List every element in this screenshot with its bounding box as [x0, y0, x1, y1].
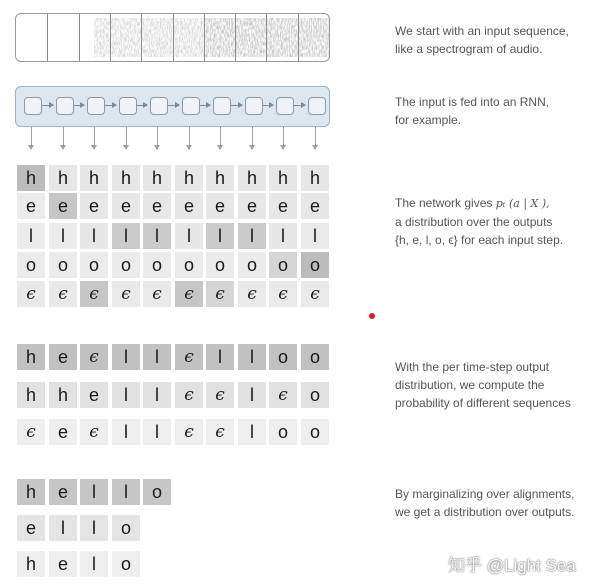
grid-cell: o — [301, 252, 329, 278]
grid-cell: o — [80, 252, 108, 278]
grid-cell: ϵ — [17, 281, 45, 307]
grid-cell: h — [49, 382, 77, 408]
grid-cell: l — [206, 344, 234, 370]
grid-cell: h — [269, 165, 297, 191]
rnn-cell — [308, 97, 326, 115]
down-arrow — [220, 127, 221, 149]
caption-line: distribution, we compute the — [395, 378, 545, 392]
grid-cell: l — [238, 419, 266, 445]
grid-cell: ϵ — [143, 281, 171, 307]
grid-cell: l — [143, 344, 171, 370]
grid-cell: ϵ — [112, 281, 140, 307]
rnn-arrow — [137, 105, 147, 106]
grid-cell: e — [112, 193, 140, 219]
grid-cell: ϵ — [80, 281, 108, 307]
grid-cell: o — [301, 344, 329, 370]
grid-cell: h — [238, 165, 266, 191]
grid-cell: ϵ — [269, 382, 297, 408]
grid-cell: e — [49, 551, 77, 577]
caption-line: like a spectrogram of audio. — [395, 42, 543, 56]
caption-marginalize — [395, 485, 595, 521]
grid-cell: h — [17, 382, 45, 408]
caption-line: we get a distribution over outputs. — [395, 505, 575, 519]
grid-cell: o — [269, 252, 297, 278]
rnn-cell — [119, 97, 137, 115]
grid-cell: l — [301, 223, 329, 249]
grid-cell: o — [269, 344, 297, 370]
down-arrow — [157, 127, 158, 149]
grid-cell: l — [238, 382, 266, 408]
math-p-t: pₜ (a | X ), — [495, 197, 550, 210]
grid-cell: l — [80, 223, 108, 249]
grid-cell: h — [17, 344, 45, 370]
grid-cell: o — [17, 252, 45, 278]
rnn-arrow — [42, 105, 53, 106]
grid-cell: h — [112, 165, 140, 191]
down-arrow — [315, 127, 316, 149]
spectrogram-input — [15, 13, 330, 62]
rnn-block — [15, 86, 330, 127]
rnn-cell — [276, 97, 294, 115]
rnn-cell — [24, 97, 42, 115]
grid-cell: e — [238, 193, 266, 219]
grid-cell: e — [301, 193, 329, 219]
watermark: 知乎 @Light Sea — [448, 556, 576, 575]
caption-line: By marginalizing over alignments, — [395, 487, 575, 501]
down-arrow — [31, 127, 32, 149]
grid-cell: e — [80, 382, 108, 408]
rnn-arrow — [294, 105, 305, 106]
grid-cell: o — [49, 252, 77, 278]
grid-cell: h — [17, 479, 45, 505]
grid-cell: ϵ — [301, 281, 329, 307]
red-dot-marker — [369, 313, 375, 319]
rnn-cell — [213, 97, 231, 115]
grid-cell: l — [206, 223, 234, 249]
rnn-arrow — [263, 105, 273, 106]
caption-rnn — [395, 93, 595, 129]
grid-cell: ϵ — [175, 419, 203, 445]
grid-cell: e — [80, 193, 108, 219]
grid-cell: l — [112, 382, 140, 408]
grid-cell: o — [112, 551, 140, 577]
rnn-arrow — [105, 105, 116, 106]
spectrogram-frame — [298, 14, 330, 61]
grid-cell: e — [49, 193, 77, 219]
grid-cell: o — [206, 252, 234, 278]
grid-cell: l — [112, 223, 140, 249]
grid-cell: o — [238, 252, 266, 278]
grid-cell: ϵ — [206, 382, 234, 408]
grid-cell: l — [80, 479, 108, 505]
rnn-cell — [56, 97, 74, 115]
rnn-cell — [245, 97, 263, 115]
down-arrow — [283, 127, 284, 149]
grid-cell: l — [80, 551, 108, 577]
caption-line: The network gives pₜ (a | X ), — [395, 196, 550, 210]
grid-cell: o — [143, 252, 171, 278]
rnn-arrow — [200, 105, 210, 106]
caption-line: {h, e, l, o, ϵ} for each input step. — [395, 233, 564, 247]
spectrogram-frame — [110, 14, 142, 61]
grid-cell: e — [269, 193, 297, 219]
caption-line: The input is fed into an RNN, — [395, 95, 550, 109]
grid-cell: l — [238, 223, 266, 249]
grid-cell: l — [175, 223, 203, 249]
grid-cell: l — [49, 515, 77, 541]
grid-cell: ϵ — [80, 419, 108, 445]
grid-cell: o — [301, 382, 329, 408]
spectrogram-frame — [266, 14, 298, 61]
grid-cell: l — [49, 223, 77, 249]
grid-cell: e — [49, 419, 77, 445]
rnn-cell — [182, 97, 200, 115]
grid-cell: l — [143, 419, 171, 445]
grid-cell: l — [112, 344, 140, 370]
grid-cell: l — [112, 419, 140, 445]
grid-cell: h — [301, 165, 329, 191]
spectrogram-frame — [47, 14, 79, 61]
spectrogram-frame — [141, 14, 173, 61]
rnn-cell — [87, 97, 105, 115]
grid-cell: h — [17, 551, 45, 577]
caption-distribution — [395, 194, 595, 249]
rnn-arrow — [74, 105, 84, 106]
grid-cell: e — [17, 193, 45, 219]
spectrogram-frame — [16, 14, 47, 61]
grid-cell: l — [143, 223, 171, 249]
grid-cell: l — [143, 382, 171, 408]
down-arrow — [63, 127, 64, 149]
rnn-cell — [150, 97, 168, 115]
grid-cell: ϵ — [175, 344, 203, 370]
caption-line: for example. — [395, 113, 462, 127]
down-arrow — [252, 127, 253, 149]
grid-cell: l — [238, 344, 266, 370]
grid-cell: l — [269, 223, 297, 249]
grid-cell: ϵ — [206, 419, 234, 445]
grid-cell: h — [143, 165, 171, 191]
down-arrow — [126, 127, 127, 149]
caption-input — [395, 22, 595, 58]
rnn-arrow — [168, 105, 179, 106]
grid-cell: ϵ — [175, 281, 203, 307]
grid-cell: l — [80, 515, 108, 541]
grid-cell: e — [175, 193, 203, 219]
grid-cell: h — [80, 165, 108, 191]
grid-cell: o — [301, 419, 329, 445]
grid-cell: h — [206, 165, 234, 191]
grid-cell: e — [206, 193, 234, 219]
caption-line: We start with an input sequence, — [395, 24, 569, 38]
caption-sequences — [395, 358, 595, 412]
spectrogram-frame — [79, 14, 111, 61]
grid-cell: ϵ — [49, 281, 77, 307]
grid-cell: e — [17, 515, 45, 541]
grid-cell: ϵ — [80, 344, 108, 370]
grid-cell: e — [143, 193, 171, 219]
grid-cell: o — [143, 479, 171, 505]
grid-cell: h — [175, 165, 203, 191]
rnn-arrow — [231, 105, 242, 106]
down-arrow — [189, 127, 190, 149]
grid-cell: ϵ — [206, 281, 234, 307]
caption-line: With the per time-step output — [395, 360, 550, 374]
grid-cell: e — [49, 479, 77, 505]
down-arrow — [94, 127, 95, 149]
caption-line: a distribution over the outputs — [395, 215, 553, 229]
grid-cell: ϵ — [269, 281, 297, 307]
grid-cell: o — [175, 252, 203, 278]
grid-cell: ϵ — [175, 382, 203, 408]
grid-cell: o — [269, 419, 297, 445]
grid-cell: o — [112, 515, 140, 541]
spectrogram-frame — [173, 14, 205, 61]
grid-cell: ϵ — [238, 281, 266, 307]
grid-cell: ϵ — [17, 419, 45, 445]
grid-cell: o — [112, 252, 140, 278]
spectrogram-frame — [235, 14, 267, 61]
grid-cell: h — [17, 165, 45, 191]
grid-cell: l — [17, 223, 45, 249]
spectrogram-frame — [204, 14, 236, 61]
grid-cell: l — [112, 479, 140, 505]
caption-line: probability of different sequences — [395, 396, 571, 410]
grid-cell: e — [49, 344, 77, 370]
grid-cell: h — [49, 165, 77, 191]
